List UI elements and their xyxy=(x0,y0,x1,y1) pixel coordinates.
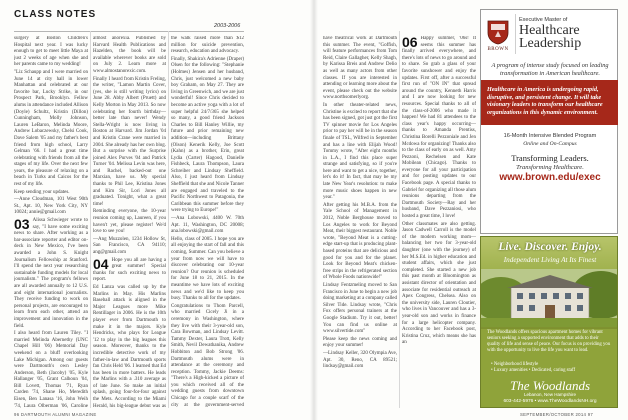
ad-tagline: Transforming Leaders. xyxy=(511,153,589,163)
note-paragraph: In other theater-related news, Christine is excited to report that she has been signed, got just got the first TV spinner movie for Los Angeles prior to pay her will be in the season finale of TSL, Wilfred in September and has a line with Elijah Wood! Tommy wrote, "After eight months in L.A., I find this place super strange and satisfying, so if you're here and want to get a nice, together, let's do it! In fact, that may be my late New Year's resolution: to make more music shoes happen in new year." xyxy=(323,102,397,201)
class-year-marker: 04 xyxy=(93,255,109,272)
class-year-marker: 03 xyxy=(14,216,30,233)
note-paragraph: Lindsay Fentzmeling moved to San Francisco in June to begin a new job doing marketing at a company called Silver Tide. Lindsay wrote, "Chris Fox offers personal trainers at the Google Stadium. Try it out, better! You can find us online at www.silvertide.com" xyxy=(323,282,397,335)
ad-bullet-item: • Luxury amenities • Dedicated, caring staff xyxy=(491,368,576,373)
ad-location: Lebanon, New Hampshire xyxy=(523,392,577,397)
note-paragraph: Congratulations to Thom Parcell, who married Cicely Ji in a ceremony in Washington, where they live with their 3-year-old son, Cara Bowman, and Lindsay Levitt. Tammy Dexter, Laura Trott, Kelly Smith, Nevil Dewathanika, Andrew Hobbiton and Bob Strong '06. Dartmouth alums were in attendance at the ceremony and reception. Tommy, Jackie Deems: "There's a High-kicked a picture of you which received all of the wedding guests from downtown Chicago for a couple scarf of the city at the government-served xyxy=(171,303,244,408)
section-title: CLASS NOTES xyxy=(14,9,97,20)
contact-line: —Ana Lobowski, 4400 W. 70th Apt. 11, Washington, DC 20008; ana.lobowski@gmail.com xyxy=(171,216,244,235)
note-paragraph: have theatrical work at Dartmouth this summer. The event, "Goffish, will feature performances from Tom Reid, Claire Gallagher, Kelly Shagh, by Karissa Breis and Andrew Delio as well as many actors from other classes. If you are interested in attending or learning more about the event, please check out the website www.northsomerlyorg. xyxy=(323,36,397,101)
header-rule xyxy=(14,31,244,32)
column-divider xyxy=(90,31,91,408)
note-paragraph: After getting his M.B.A. from the Yale School of Management in 2012, Noble Berghouse moved to Los Angeles to work for Beyond Meat, their biggest restaurant. Noble wrote, "Beyond Meat is a cutting-edge start-up that is producing plant-based proteins that are delicious and good for you and for the planet. Look for Beyond Meat's chicken-free strips in the refrigerated section of Whole Foods nationwide!" xyxy=(323,202,397,281)
column-5 xyxy=(402,36,476,408)
ad-eyebrow: Executive Master of xyxy=(519,17,568,23)
note-paragraph: Finally I heard from Kristin Freling, the writer, "Lamon Martin Cover, (yes, she is still writing lyrics) on June 28. Abby Albert (Pruett) and Kelly Morton in May 2013. So now celebrating her fourth birthday—better late than never! Wendy Stella-Wright is now living in Boston at Harvard. Jim Jordan '04 and Kristin Crane were married in 2004. She already has her own blog. But a surprise with the Surprise joined Alex Purves '04 and Patrick Turner '04. Melissa Levin was here, and Rachel, backed-out one Marxian, have us. My special thanks to Phil Lee, Kristina Jones and Kim Sir, Lori Jones all graduated. Tonight, what a great time! xyxy=(93,76,166,207)
note-paragraph: almost anorexia. Published by Harvard Health Publications and Hazelden, the book will be available wherever books are sold on July 2. Learn more at www.almostanorexic.com. xyxy=(93,36,166,74)
section-years: 2003-2006 xyxy=(214,23,241,29)
contact-line: —Lindsay Keller, 320 Olympia Ave, Apt. 30, Reno, CA 89521; lindsay@gmail.com xyxy=(323,350,397,370)
contact-line: —Anne Cloudman, 101 West 90th St., Apt. 10, New York City, NY 10024; annie@gmail.com xyxy=(14,197,88,216)
column-2 xyxy=(93,36,166,408)
note-paragraph: I also heard from Lauren Tiley. "I married Melinda Abernethy (UNC Chapel Hill '06) Memorial Day weekend on a bluff overlooking Lake Michigan. Among our guests were Dartmouth's own Lesley Anderson, Beth (Jacoby) '05, Kyle Hallanger '05, Grant Calhoun '04, Bill Lovett, Thomas '71, Ryan Carden '74, Shane Ho, Meredith Eisen, Ben Lanasa '16, John Weih '74, Laura Olberman '06, Caroline xyxy=(14,331,88,408)
footer-right: SEPTEMBER/OCTOBER 2014 97 xyxy=(520,412,594,417)
note-paragraph: Other classmates are also getting. Jason Cadwell Carroll is the model of the modern working mom—balancing her two for 3-year-old daughter (one with the journey) of her M.S.Ed. in higher education and student affairs, which she just completed. She started a new job this past month at Bloomington as assistant director of orientation and associate for residential outreach at Apex Congress, Chelsea. Also on the university side, Lauren Cloutier, who lives in Vancouver and has a 3-year-old son and works in finance for a large helicopter company. According to her Facebook post, Kristina Cruz, which means she has an xyxy=(402,221,476,346)
ad-bullets xyxy=(491,362,615,374)
ad-band-text: Healthcare in America is undergoing rapid, disruptive, and persistent change. It will take visionary leaders to transform our healthcare organizations in this dynamic environment. xyxy=(487,86,603,116)
ad-bullet-item: • Neighborhood lifestyle xyxy=(491,362,539,367)
brown-wordmark: BROWN xyxy=(487,47,509,52)
brown-shield-icon xyxy=(486,20,510,45)
woodlands-ad[interactable] xyxy=(480,236,618,408)
page-gutter xyxy=(310,0,318,420)
note-paragraph: Finally, Shakira's Adrienne (Draper) Olsen for the following: "Stephanie (Holmes) Jensen and her husband, Chris, just welcomed a new baby boy Graham, on May 27. They are living in Greenwich, and we are just wonderful! Since Chris decided to become an active yoga with a lot of super helpful 24/7/365 she helped so many, a good friend Jackson Charles to Bill Hanley Willie, my future and prior remaining new addition—including Brittany (Olson) Kenerik Kelly, Joe Scott (Kahn) as a brother, Erin, great Lydia (Carter) Hagood, Danielle Fishbeck, Laura Thompson, Laura Schreiber and Lindsay Sheffield. Also, I just heard from Lindsay Sheffield that she and Nicole Tanner are engaged and traveled to the Pacific Northwest to Patagonia, the Caribbean this summer before they were trying to Europe!" xyxy=(171,56,244,214)
note-paragraph: Happy summer, '06s! It seems this summer has finally arrived everywhere, and there's lots of news to go around and to share. So grab a glass of your favorite sunshower and enjoy the updates. First off, after a successful first run of "ON IN" that spread around the country, Kenneth Harris and I are now looking for new resources. Special thanks to all of the class-of-2006 who made it happen! We had 81 attendees to the class year's happy occurring—thanks to Amanda Prentiss, Christina Borelli Pezzoniale and Jen Mcdowa for organizing! Thanks also to the class of early on as well. Amy Pezzoni, Rechelsen and Kate Mobilean (Chicago). Thanks to everyone for all your participation and for posting updates to our Facebook page. A special thanks to Gabriel for organizing all those alum reunions departing from the Dartmouth Society—Ray and her husband, Dave Pezzaniosi, who hosted a great time, I love! xyxy=(402,36,476,220)
column-divider xyxy=(168,31,169,408)
column-4 xyxy=(323,36,397,408)
ad-program-format: Online and On-Campus xyxy=(523,141,577,147)
note-paragraph: Hope you all are having a great summer! Special thanks for such exciting news to report. xyxy=(93,257,166,283)
building-photo xyxy=(481,269,618,327)
ad-url-link[interactable]: www.brown.edu/exec xyxy=(499,172,601,183)
note-paragraph: the walk raised more than $12 million for suicide prevention, research, education and advocacy. xyxy=(171,36,244,55)
class-year-marker: 06 xyxy=(402,36,418,50)
note-paragraph: Reminding everyone, the 10-year reunion coming up, Laureen, if you haven't yet, please register! We'd love to see you! xyxy=(93,209,166,235)
note-paragraph: Alissa Schwieger wrote to say, "I have some exciting news to share. After working as a bar-associate reporter and editor on-deck in New Mexico, I've been awarded a John S. Knight Journalism Fellowship at Stanford. I'll spend the next year researching sustainable funding models for local journalism." The program's fellows are all awarded annually to 12 U.S. and eight international journalists. They receive funding to work on personal projects, are encouraged to learn from each other, attend an improvement and innovation in the field. xyxy=(14,218,88,329)
note-paragraph: Keep sending your updates. xyxy=(14,189,70,195)
ad-title: Healthcare Leadership xyxy=(519,23,582,51)
footer-left: 96 DARTMOUTH ALUMNI MAGAZINE xyxy=(14,412,97,417)
ad-body-text: The Woodlands offers spacious apartment homes for vibrant seniors seeking a supported environment that adds to their quality of life and sense of peace. Our focus is on providing you with the opportunity to live the life you want to lead. xyxy=(487,330,611,353)
note-paragraph: Hello, class of 2005. I hope you are all enjoying the start of fall and this coming, Summer. Can you believe a year from now we will have to discover celebrating our 10-year reunion? Our reunion is scheduled for June 18 to 21, 2015. In the meantime we have lots of exciting news and we'd like to keep you busy. Thanks to all for the updates. xyxy=(171,236,244,302)
column-divider xyxy=(399,31,400,408)
column-1 xyxy=(14,36,88,408)
contact-line: —Ang Muzzolen, 1234 Hollow St, San Francisco, CA 94110; ang@gmail.com xyxy=(93,236,166,255)
ad-lead-text: A program of intense study focused on leading transformation in American healthcare. xyxy=(491,62,609,77)
brown-healthcare-ad[interactable] xyxy=(480,9,618,234)
woodlands-logo: The Woodlands xyxy=(509,378,591,393)
column-3 xyxy=(171,36,244,408)
ad-tagline-sub: Transforming Healthcare. xyxy=(516,164,584,171)
note-paragraph: surgery at Boston Children's Hospital next year. I was lucky enough to get to meet little Maya at just 2 weeks of age when she and her parents came to my wedding! xyxy=(14,36,88,68)
ad-headline: Live. Discover. Enjoy. xyxy=(498,241,602,253)
ad-red-band xyxy=(481,80,618,125)
note-paragraph: Ed Lanza was called up by the Marlins in May. His Marlins Baseball attack is aligned in the Major Leagues more Mike Rentillager in 2006. He is the 10th player ever from Dartmouth to make it in the majors. Kyle Hendricks, who plays for League '12 to play in the big leagues this season. Moreover, thanks to the incredible detective work of my father-in-law and Dartmouth sports fan Chris Held '06. I learned that Ed has been in more batters. He leads the Marlins with a .310 average as of late June. So make an initial splash, going four-for-four against the Mets. According to the Miami Herald, his big-league debut was as xyxy=(93,284,166,408)
ad-program-name: 16-Month Intensive Blended Program xyxy=(503,133,597,139)
ad-contact-link[interactable]: 603-442-5976 • www.TheWoodlandsNH.org xyxy=(503,399,597,404)
note-paragraph: "Liz Schaupp and I were married on June 14 at city hall in lower Manhattan and celebrated at our favorite bar, Lucky Strike, in our Prospect Park, Brooklyn. Fellow alums in attendance included Allison (Doyle) Schultz, Kristin (Dillon) Cunningham, Molly Johnson, Lauren LeBaron, Melinda Moore, Andrew Lobaczewsky, Chelsi Cook, Dave Salem '05 and my father's best friend from high school, Larry Gelman '66. I had a great time celebrating with friends from all the stages of my life. Over the next few years, the pleasure of relaxing on a beach in Turks and Caicos for the rest of my life. xyxy=(14,69,88,188)
note-paragraph: Please keep the news coming and enjoy your summer! xyxy=(323,336,397,349)
ad-subhead: Independent Living At Its Finest xyxy=(503,256,597,264)
